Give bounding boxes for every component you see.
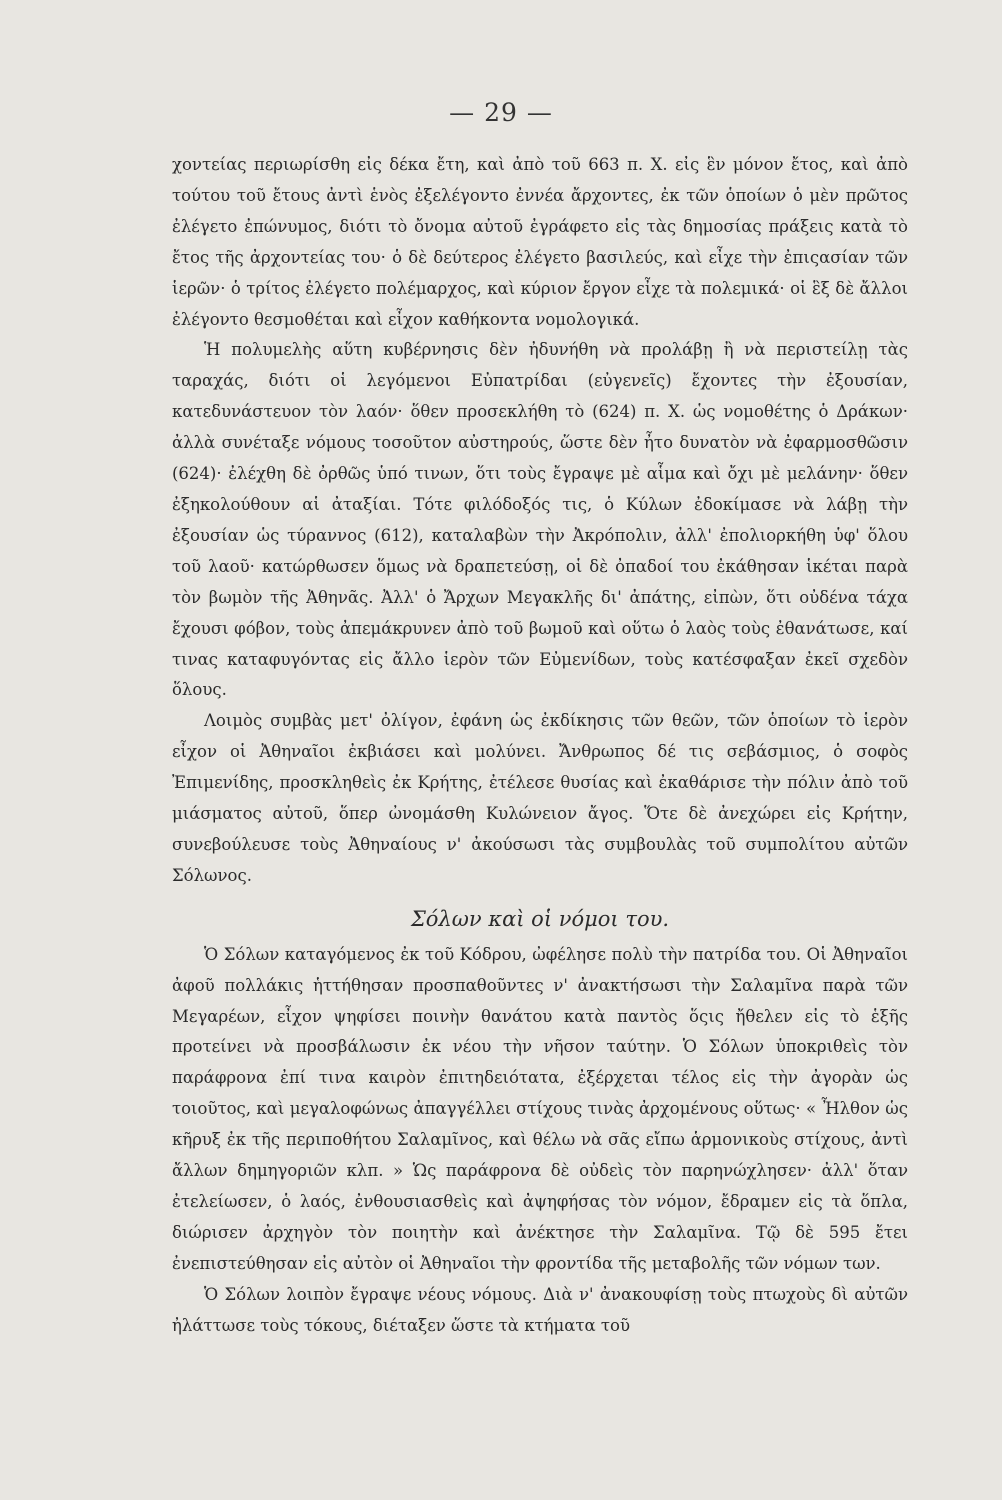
paragraph-solon-salamis: Ὁ Σόλων καταγόμενος ἐκ τοῦ Κόδρου, ὠφέλησε πολὺ τὴν πατρίδα του. Οἱ Ἀθηναῖοι ἀφοῦ πολλάκις ἡττήθησαν προσπαθοῦντες ν' ἀνακτήσωσι τὴν Σαλαμῖνα παρὰ τῶν Μεγαρέων, εἶχον ψηφίσει ποινὴν θανάτου κατὰ παντὸς ὅςις ἤθελεν εἰς τὸ ἑξῆς προτείνει νὰ προσβάλωσιν ἐκ νέου τὴν νῆσον ταύτην. Ὁ Σόλων ὑποκριθεὶς τὸν παράφρονα ἐπί τινα καιρὸν ἐπιτηδειότατα, ἐξέρχεται τέλος εἰς τὴν ἀγορὰν ὡς τοιοῦτος, καὶ μεγαλοφώνως ἀπαγγέλλει στίχους τινὰς ἀρχομένους οὕτως· « Ἦλθον ὡς κῆρυξ ἐκ τῆς περιποθήτου Σαλαμῖνος, καὶ θέλω νὰ σᾶς εἴπω ἁρμονικοὺς στίχους, ἀντὶ ἄλλων δημηγοριῶν κλπ. » Ὡς παράφρονα δὲ οὐδεὶς τὸν παρηνώχλησεν· ἀλλ' ὅταν ἐτελείωσεν, ὁ λαός, ἐνθουσιασθεὶς καὶ ἀψηφήσας τὸν νόμον, ἔδραμεν εἰς τὰ ὅπλα, διώρισεν ἀρχηγὸν τὸν ποιητὴν καὶ ἀνέκτησε τὴν Σαλαμῖνα. Τῷ δὲ 595 ἔτει ἐνεπιστεύθησαν εἰς αὐτὸν οἱ Ἀθηναῖοι τὴν φροντίδα τῆς μεταβολῆς τῶν νόμων των. xyxy=(172,944,908,1273)
section-heading: Σόλων καὶ οἱ νόμοι του. xyxy=(410,906,670,931)
paragraph-epimenides: Λοιμὸς συμβὰς μετ' ὀλίγον, ἐφάνη ὡς ἐκδίκησις τῶν θεῶν, τῶν ὁποίων τὸ ἱερὸν εἶχον οἱ Ἀθηναῖοι ἐκβιάσει καὶ μολύνει. Ἄνθρωπος δέ τις σεβάσμιος, ὁ σοφὸς Ἐπιμενίδης, προσκληθεὶς ἐκ Κρήτης, ἐτέλεσε θυσίας καὶ ἐκαθάρισε τὴν πόλιν ἀπὸ τοῦ μιάσματος αὐτοῦ, ὅπερ ὠνομάσθη Κυλώνειον ἄγος. Ὅτε δὲ ἀνεχώρει εἰς Κρήτην, συνεβούλευσε τοὺς Ἀθηναίους ν' ἀκούσωσι τὰς συμβουλὰς τοῦ συμπολίτου αὐτῶν Σόλωνος. xyxy=(172,711,908,885)
paragraph-draco-kylon: Ἡ πολυμελὴς αὕτη κυβέρνησις δὲν ἠδυνήθη νὰ προλάβῃ ἢ νὰ περιστείλῃ τὰς ταραχάς, διότι οἱ λεγόμενοι Εὐπατρίδαι (εὐγενεῖς) ἔχοντες τὴν ἐξουσίαν, κατεδυνάστευον τὸν λαόν· ὅθεν προσεκλήθη τὸ (624) π. Χ. ὡς νομοθέτης ὁ Δράκων· ἀλλὰ συνέταξε νόμους τοσοῦτον αὐστηρούς, ὥστε δὲν ἦτο δυνατὸν νὰ ἐφαρμοσθῶσιν (624)· ἐλέχθη δὲ ὀρθῶς ὑπό τινων, ὅτι τοὺς ἔγραψε μὲ αἷμα καὶ ὄχι μὲ μελάνην· ὅθεν ἐξηκολούθουν αἱ ἀταξίαι. Τότε φιλόδοξός τις, ὁ Κύλων ἐδοκίμασε νὰ λάβῃ τὴν ἐξουσίαν ὡς τύραννος (612), καταλαβὼν τὴν Ἀκρόπολιν, ἀλλ' ἐπολιορκήθη ὑφ' ὅλου τοῦ λαοῦ· κατώρθωσεν ὅμως νὰ δραπετεύσῃ, οἱ δὲ ὀπαδοί του ἐκάθησαν ἱκέται παρὰ τὸν βωμὸν τῆς Ἀθηνᾶς. Ἀλλ' ὁ Ἄρχων Μεγακλῆς δι' ἀπάτης, εἰπὼν, ὅτι οὐδένα τάχα ἔχουσι φόβον, τοὺς ἀπεμάκρυνεν ἀπὸ τοῦ βωμοῦ καὶ οὕτω ὁ λαὸς τοὺς ἐθανάτωσε, καί τινας καταφυγόντας εἰς ἄλλο ἱερὸν τῶν Εὐμενίδων, τοὺς κατέσφαξαν ἐκεῖ σχεδὸν ὅλους. xyxy=(172,340,908,700)
paragraph-continuation: χοντείας περιωρίσθη εἰς δέκα ἔτη, καὶ ἀπὸ τοῦ 663 π. Χ. εἰς ἓν μόνον ἔτος, καὶ ἀπὸ τούτου τοῦ ἔτους ἀντὶ ἑνὸς ἐξελέγοντο ἐννέα ἄρχοντες, ἐκ τῶν ὁποίων ὁ μὲν πρῶτος ἐλέγετο ἐπώνυμος, διότι τὸ ὄνομα αὐτοῦ ἐγράφετο εἰς τὰς δημοσίας πράξεις κατὰ τὸ ἔτος τῆς ἀρχοντείας του· ὁ δὲ δεύτερος ἐλέγετο βασιλεύς, καὶ εἶχε τὴν ἐπιςασίαν τῶν ἱερῶν· ὁ τρίτος ἐλέγετο πολέμαρχος, καὶ κύριον ἔργον εἶχε τὰ πολεμικά· οἱ ἓξ δὲ ἄλλοι ἐλέγοντο θεσμοθέται καὶ εἶχον καθήκοντα νομολογικά. xyxy=(172,155,908,329)
paragraph-solon-laws: Ὁ Σόλων λοιπὸν ἔγραψε νέους νόμους. Διὰ ν' ἀνακουφίσῃ τοὺς πτωχοὺς δὶ αὐτῶν ἠλάττωσε τοὺς τόκους, διέταξεν ὥστε τὰ κτήματα τοῦ xyxy=(172,1284,908,1335)
page-body xyxy=(172,150,908,1342)
page-number: — 29 — xyxy=(449,98,553,127)
